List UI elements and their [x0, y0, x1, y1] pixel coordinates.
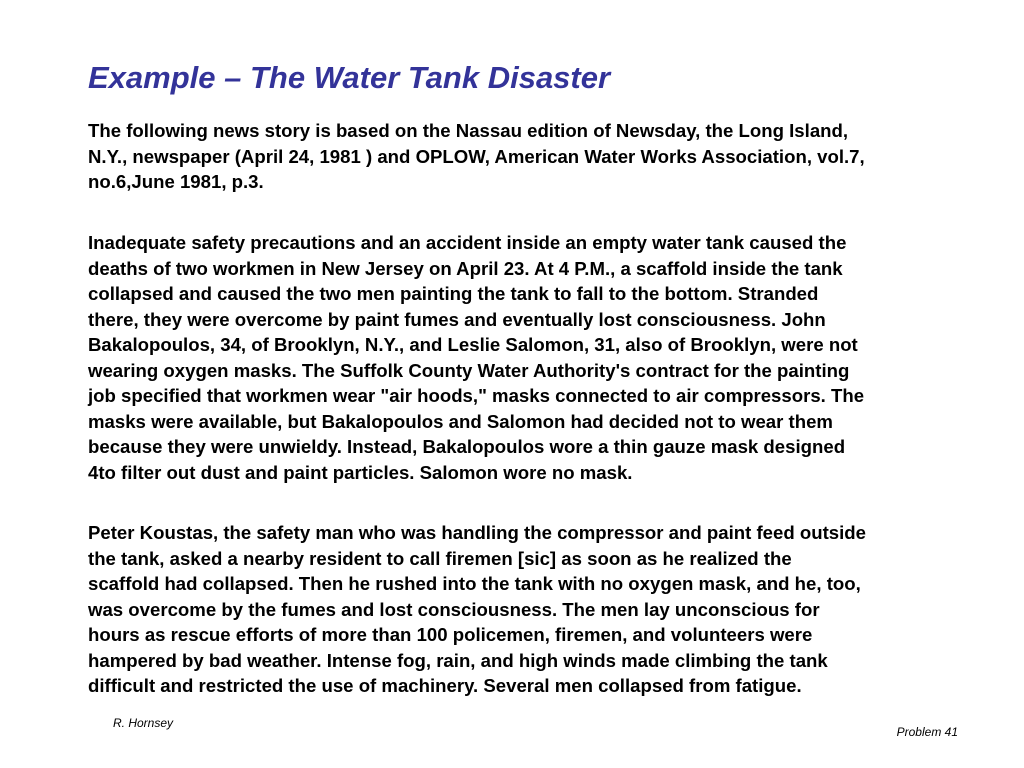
paragraph-line: Peter Koustas, the safety man who was handling the compressor and paint feed outside	[88, 522, 866, 543]
paragraph-line: job specified that workmen wear "air hoods," masks connected to air compressors. The	[88, 385, 865, 406]
paragraph-line: masks were available, but Bakalopoulos and Salomon had decided not to wear them	[88, 410, 833, 432]
footer-author: R. Hornsey	[113, 716, 174, 730]
footer-page-label: Problem 41	[896, 725, 958, 739]
paragraph-line: Bakalopoulos, 34, of Brooklyn, N.Y., and Leslie Salomon, 31, also of Brooklyn, were not	[88, 334, 858, 355]
paragraph-line: no.6,June 1981, p.3.	[88, 171, 264, 192]
paragraph-line: was overcome by the fumes and lost consciousness. The men lay unconscious for	[88, 598, 820, 620]
paragraph-line: The following news story is based on the Nassau edition of Newsday, the Long Island,	[88, 120, 849, 141]
paragraph-line: hours as rescue efforts of more than 100 policemen, firemen, and volunteers were	[88, 624, 813, 645]
paragraph-line: there, they were overcome by paint fumes and eventually lost consciousness. John	[88, 308, 826, 330]
paragraph-source	[88, 118, 988, 195]
paragraph-line: the tank, asked a nearby resident to call firemen [sic] as soon as he realized the	[88, 547, 792, 569]
paragraph-line: wearing oxygen masks. The Suffolk County Water Authority's contract for the painting	[88, 359, 850, 381]
slide-title: Example – The Water Tank Disaster	[88, 60, 611, 95]
paragraph-line: hampered by bad weather. Intense fog, rain, and high winds made climbing the tank	[88, 649, 828, 671]
paragraph-line: deaths of two workmen in New Jersey on April 23. At 4 P.M., a scaffold inside the tank	[88, 257, 843, 279]
paragraph-accident	[88, 230, 988, 485]
paragraph-line: N.Y., newspaper (April 24, 1981 ) and OPLOW, American Water Works Association, vol.7,	[88, 145, 865, 167]
paragraph-line: Inadequate safety precautions and an accident inside an empty water tank caused the	[88, 232, 847, 253]
paragraph-line: 4to filter out dust and paint particles. Salomon wore no mask.	[88, 461, 633, 483]
paragraph-line: collapsed and caused the two men painting the tank to fall to the bottom. Stranded	[88, 283, 819, 304]
paragraph-line: because they were unwieldy. Instead, Bakalopoulos wore a thin gauze mask designed	[88, 436, 846, 457]
paragraph-line: difficult and restricted the use of machinery. Several men collapsed from fatigue.	[88, 675, 802, 696]
paragraph-rescue	[88, 520, 988, 699]
paragraph-line: scaffold had collapsed. Then he rushed into the tank with no oxygen mask, and he, too,	[88, 573, 861, 594]
